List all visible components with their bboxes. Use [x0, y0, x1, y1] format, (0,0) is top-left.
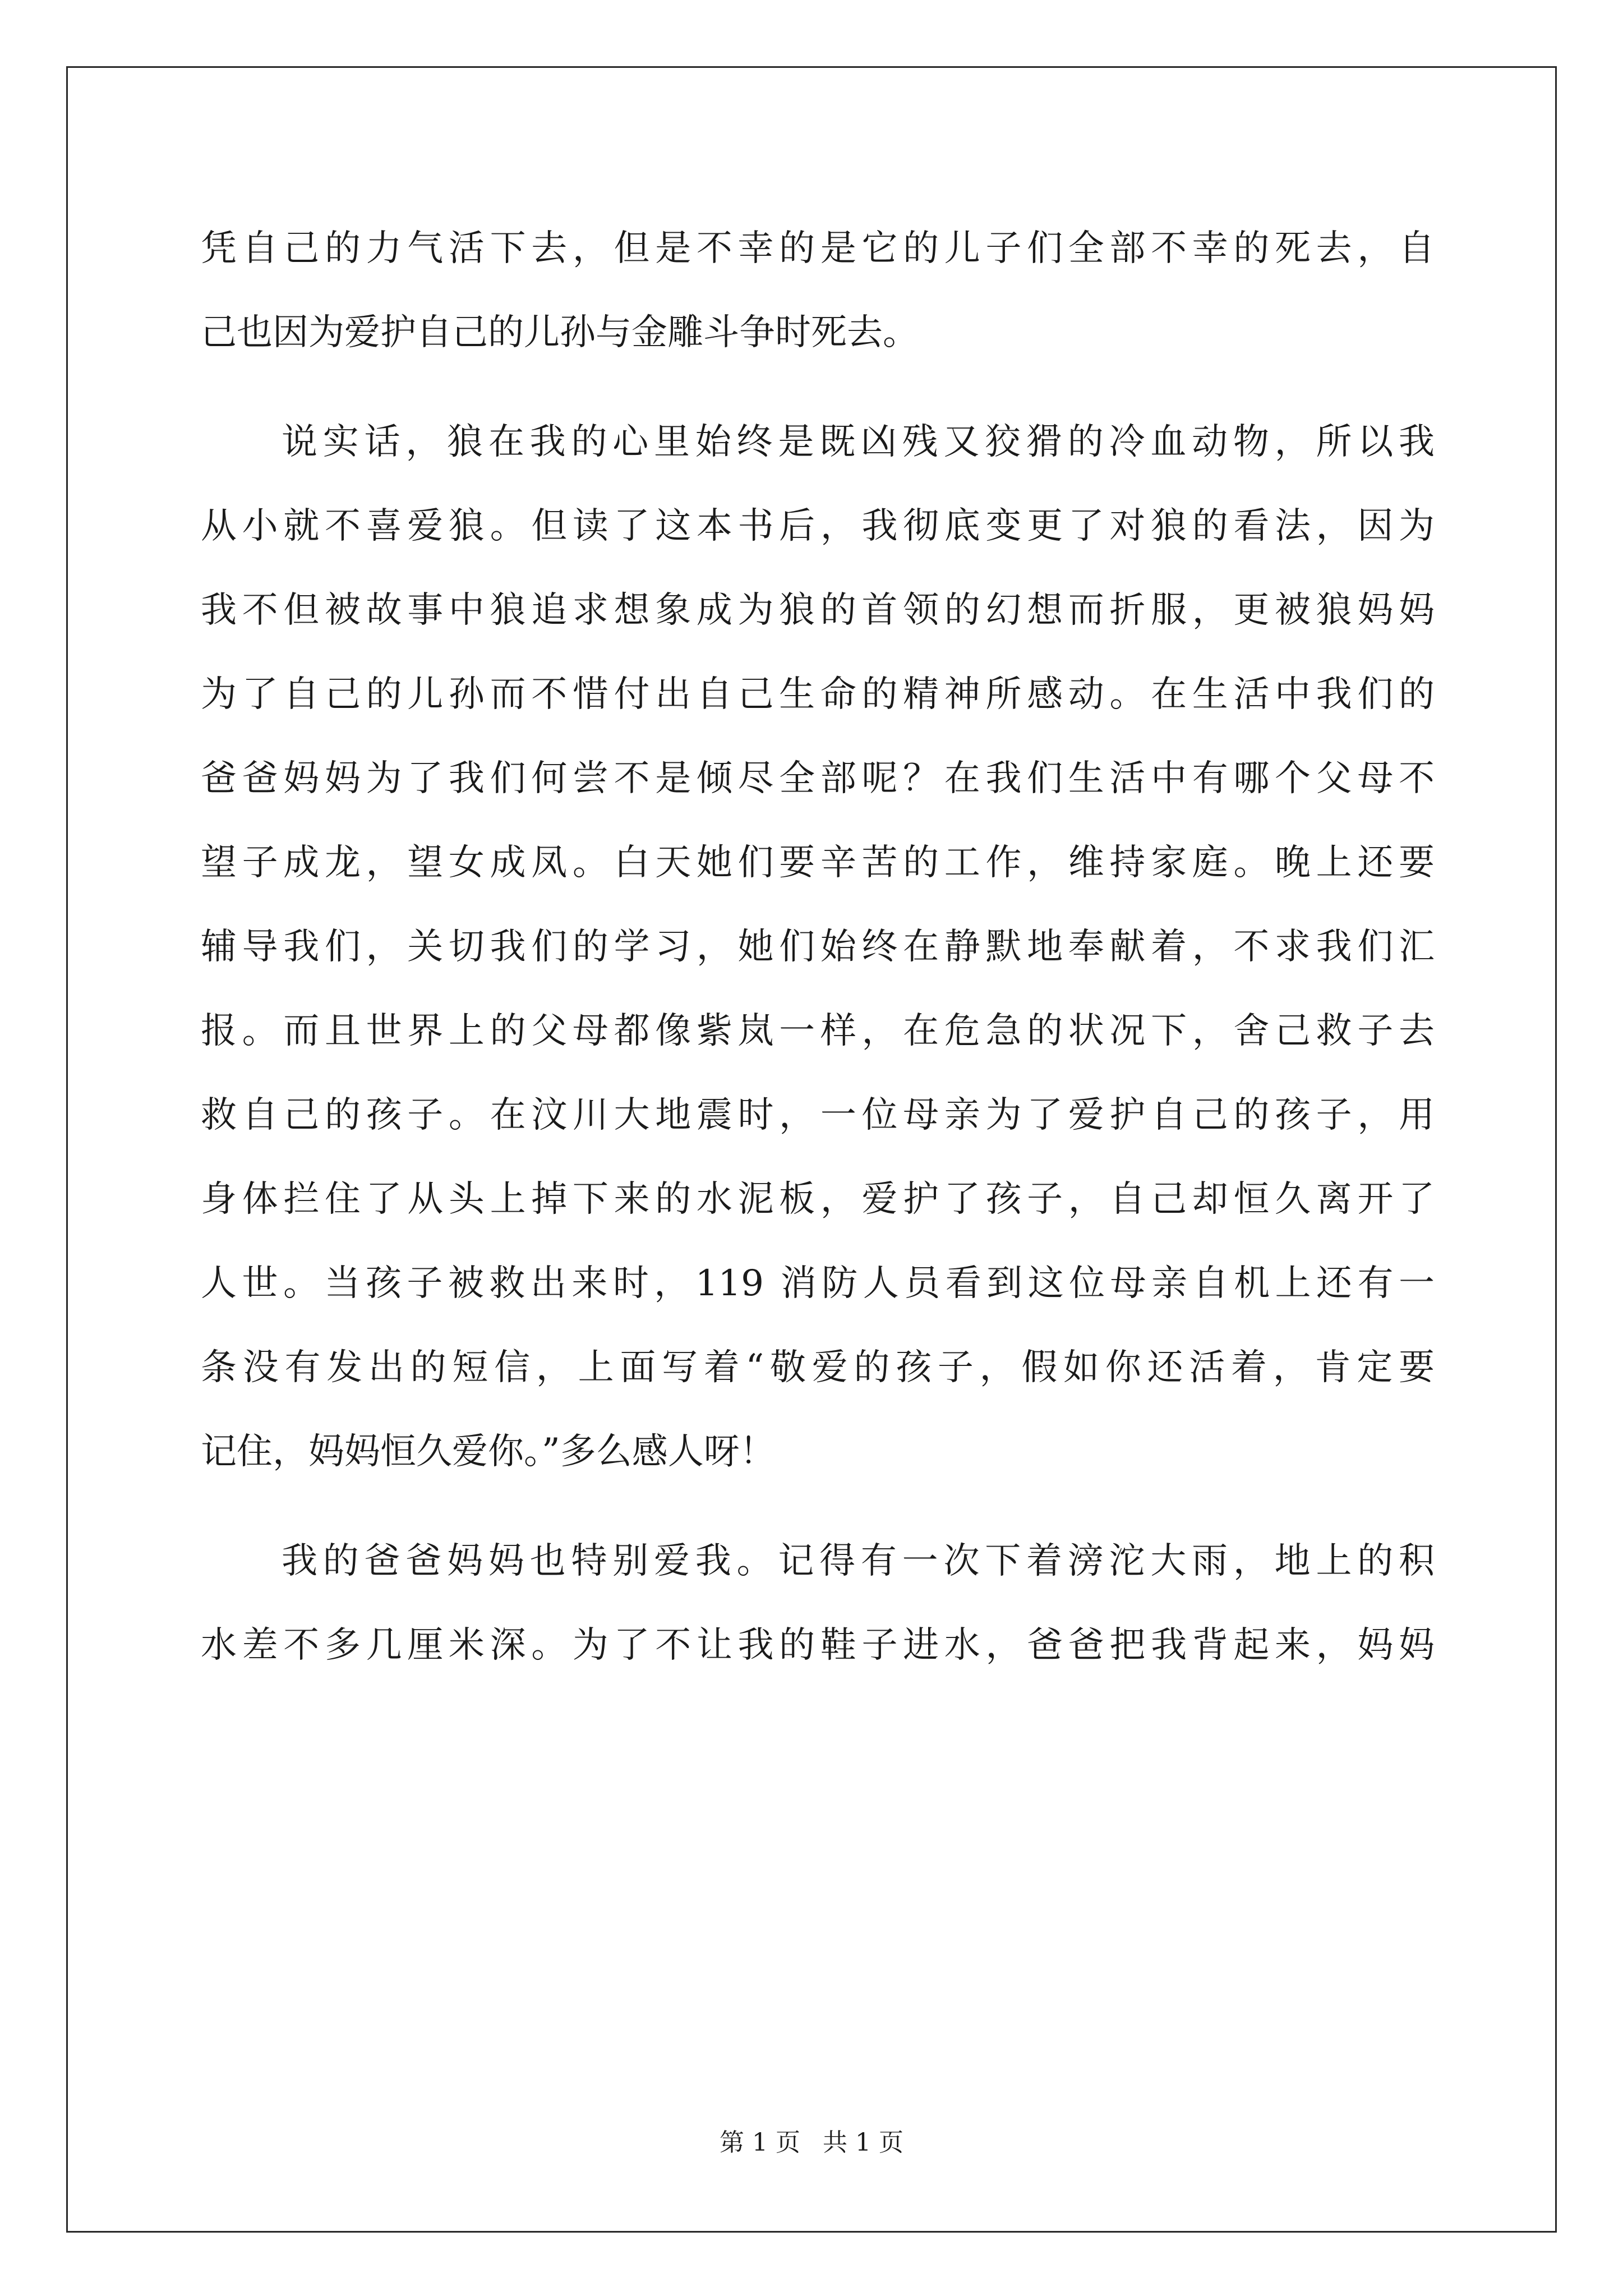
text-line: 说实话，狼在我的心里始终是既凶残又狡猾的冷血动物，所以我: [282, 421, 1435, 463]
text-line: 我不但被故事中狼追求想象成为狼的首领的幻想而折服，更被狼妈妈: [201, 590, 1435, 631]
text-line: 凭自己的力气活下去，但是不幸的是它的儿子们全部不幸的死去，自: [201, 228, 1435, 269]
text-line: 己也因为爱护自己的儿孙与金雕斗争时死去。: [201, 312, 919, 353]
text-line: 为了自己的儿孙而不惜付出自己生命的精神所感动。在生活中我们的: [201, 674, 1435, 715]
text-line: 辅导我们，关切我们的学习，她们始终在静默地奉献着，不求我们汇: [201, 926, 1435, 968]
text-line: 报。而且世界上的父母都像紫岚一样，在危急的状况下，舍己救子去: [201, 1010, 1435, 1052]
text-line: 从小就不喜爱狼。但读了这本书后，我彻底变更了对狼的看法，因为: [201, 505, 1435, 547]
document-body: [201, 206, 1435, 1687]
text-line: 爸爸妈妈为了我们何尝不是倾尽全部呢？在我们生活中有哪个父母不: [201, 758, 1435, 799]
text-line: 记住，妈妈恒久爱你。”多么感人呀！: [201, 1431, 776, 1473]
text-line: 条没有发出的短信，上面写着“敬爱的孩子，假如你还活着，肯定要: [201, 1347, 1435, 1388]
text-line: 望子成龙，望女成凤。白天她们要辛苦的工作，维持家庭。晚上还要: [201, 842, 1435, 884]
text-line: 人世。当孩子被救出来时，119 消防人员看到这位母亲自机上还有一: [201, 1263, 1435, 1304]
page-number: 第 1 页: [720, 2128, 800, 2157]
text-line: 救自己的孩子。在汶川大地震时，一位母亲为了爱护自己的孩子，用: [201, 1094, 1435, 1136]
page-total: 共 1 页: [823, 2128, 903, 2157]
text-line: 身体拦住了从头上掉下来的水泥板，爱护了孩子，自己却恒久离开了: [201, 1179, 1435, 1220]
text-line: 我的爸爸妈妈也特别爱我。记得有一次下着滂沱大雨，地上的积: [282, 1540, 1435, 1582]
text-line: 水差不多几厘米深。为了不让我的鞋子进水，爸爸把我背起来，妈妈: [201, 1625, 1435, 1666]
page-footer: [0, 2126, 1623, 2160]
